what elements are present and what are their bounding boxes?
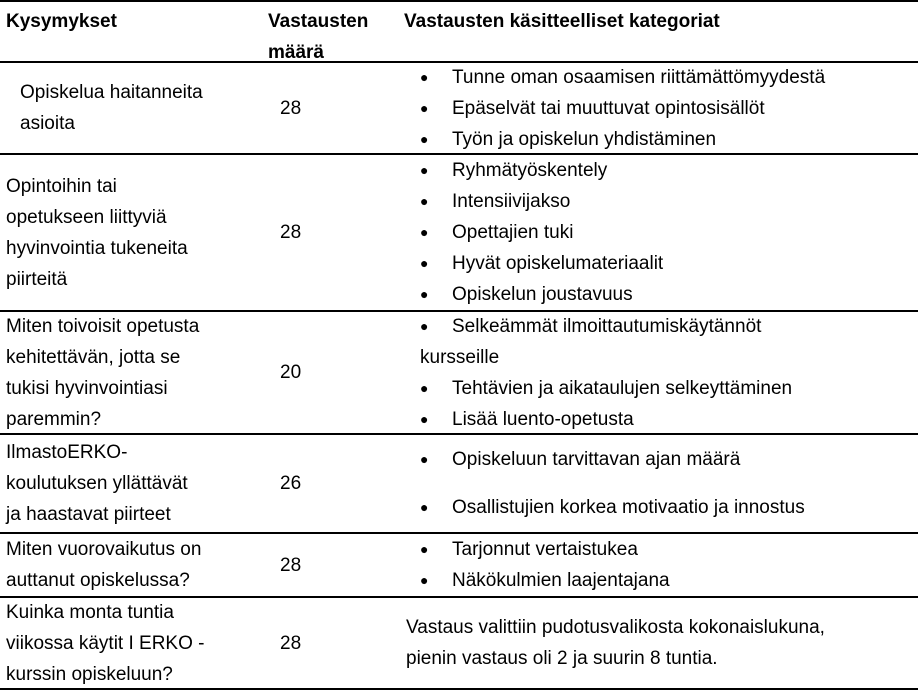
- list-item: ● Intensiivijakso: [404, 186, 918, 217]
- table-row: [0, 312, 918, 435]
- bullet-icon: ●: [420, 379, 429, 396]
- bullet-icon: ●: [420, 99, 429, 116]
- table-row: [0, 534, 918, 598]
- question-line: paremmin?: [6, 408, 102, 430]
- bullet-icon: ●: [420, 286, 429, 302]
- list-item: ● Hyvät opiskelumateriaalit: [404, 248, 918, 279]
- header-questions: Kysymykset: [6, 11, 117, 32]
- table-header: [0, 0, 918, 63]
- question-line: Opiskelua haitanneita: [20, 82, 203, 103]
- answer-text: pienin vastaus oli 2 ja suurin 8 tuntia.: [406, 648, 718, 669]
- table-row: [0, 598, 918, 690]
- list-item: ● Selkeämmät ilmoittautumiskäytännöt: [404, 311, 918, 342]
- question-line: viikossa käytit I ERKO -: [6, 632, 205, 654]
- question-line: Opintoihin tai: [6, 175, 117, 197]
- list-item: ● Ryhmätyöskentely: [404, 155, 918, 186]
- list-item: ● Osallistujien korkea motivaatio ja innostus: [404, 492, 918, 523]
- answer-text: Vastaus valittiin pudotusvalikosta kokonaislukuna,: [406, 617, 825, 638]
- header-count: Vastausten: [268, 11, 369, 32]
- question-line: Miten vuorovaikutus on: [6, 539, 202, 560]
- list-item: ● Lisää luento-opetusta: [404, 404, 918, 435]
- list-item: ● Opiskelun joustavuus: [404, 279, 918, 310]
- list-item: ● Epäselvät tai muuttuvat opintosisällöt: [404, 93, 918, 124]
- bullet-icon: ●: [420, 224, 429, 240]
- response-count: 28: [280, 222, 302, 243]
- response-count: 28: [280, 632, 302, 654]
- list-item-continuation: kursseille: [420, 346, 500, 368]
- question-line: auttanut opiskelussa?: [6, 570, 190, 591]
- bullet-icon: ●: [420, 68, 429, 85]
- table-row: [0, 435, 918, 534]
- question-line: Miten toivoisit opetusta: [6, 315, 200, 337]
- table-row: [0, 63, 918, 155]
- question-line: tukisi hyvinvointiasi: [6, 377, 168, 399]
- list-item: ● Opettajien tuki: [404, 217, 918, 248]
- question-line: kehitettävän, jotta se: [6, 346, 181, 368]
- question-line: Kuinka monta tuntia: [6, 601, 174, 623]
- response-count: 28: [280, 554, 302, 576]
- list-item: ● Tunne oman osaamisen riittämättömyydestä: [404, 62, 918, 93]
- response-count: 28: [280, 97, 302, 119]
- list-item: ● Työn ja opiskelun yhdistäminen: [404, 124, 918, 155]
- list-item: ● Näkökulmien laajentajana: [404, 565, 918, 596]
- question-line: asioita: [20, 113, 75, 134]
- response-count: 26: [280, 473, 302, 494]
- bullet-icon: ●: [420, 499, 429, 516]
- question-line: ja haastavat piirteet: [6, 504, 171, 525]
- bullet-icon: ●: [420, 450, 429, 467]
- question-line: koulutuksen yllättävät: [6, 473, 188, 494]
- response-count: 20: [280, 362, 302, 383]
- bullet-icon: ●: [420, 541, 429, 557]
- bullet-icon: ●: [420, 572, 429, 588]
- header-count-line2: määrä: [268, 42, 324, 63]
- list-item: ● Tarjonnut vertaistukea: [404, 534, 918, 565]
- question-line: opetukseen liittyviä: [6, 206, 167, 228]
- list-item: ● Tehtävien ja aikataulujen selkeyttäminen: [404, 373, 918, 404]
- table-row: [0, 155, 918, 312]
- header-categories: Vastausten käsitteelliset kategoriat: [404, 11, 720, 32]
- bullet-icon: ●: [420, 317, 429, 334]
- bullet-icon: ●: [420, 410, 429, 427]
- bullet-icon: ●: [420, 193, 429, 209]
- bullet-icon: ●: [420, 130, 429, 147]
- bullet-icon: ●: [420, 162, 429, 178]
- list-item: ● Opiskeluun tarvittavan ajan määrä: [404, 444, 918, 475]
- question-line: piirteitä: [6, 268, 68, 290]
- question-line: IlmastoERKO-: [6, 442, 128, 463]
- question-line: hyvinvointia tukeneita: [6, 237, 188, 259]
- bullet-icon: ●: [420, 255, 429, 271]
- question-line: kurssin opiskeluun?: [6, 663, 173, 685]
